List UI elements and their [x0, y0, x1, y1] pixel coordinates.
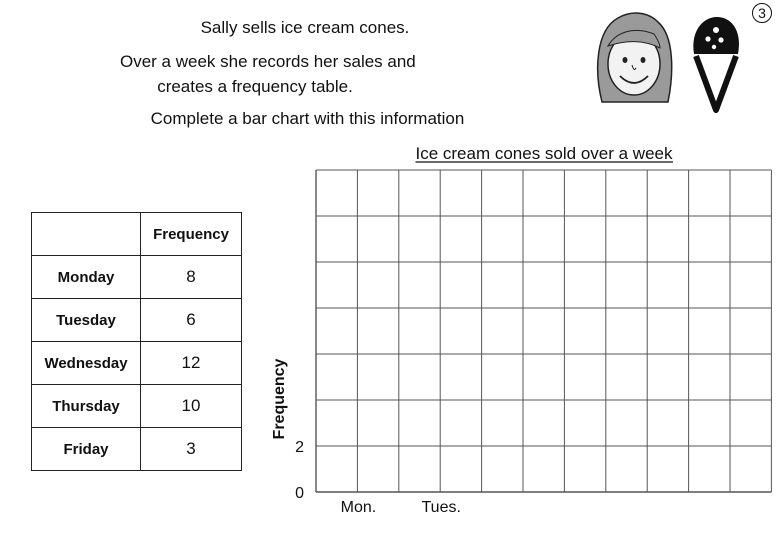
description-text-2: creates a frequency table.	[157, 77, 353, 96]
question-number-badge: 3	[752, 3, 772, 23]
table-header-row	[32, 213, 242, 256]
table-row	[32, 428, 242, 471]
table-cell-frequency: 12	[141, 342, 242, 385]
chart-title: Ice cream cones sold over a week	[415, 144, 673, 163]
y-tick-label: 0	[295, 485, 304, 502]
x-tick-label: Mon.	[340, 499, 377, 516]
table-row	[32, 342, 242, 385]
table-cell-day: Friday	[32, 428, 141, 471]
table-row	[32, 299, 242, 342]
table-cell-day: Wednesday	[32, 342, 141, 385]
ice-cream-cone-icon	[690, 14, 742, 114]
table-header-blank	[32, 213, 141, 256]
table-header-frequency: Frequency	[141, 213, 242, 256]
bar-chart-grid	[250, 138, 780, 518]
description-text-1: Over a week she records her sales and	[120, 52, 416, 71]
table-cell-frequency: 10	[141, 385, 242, 428]
y-tick-label: 2	[295, 439, 304, 456]
table-row	[32, 385, 242, 428]
table-row	[32, 256, 242, 299]
chart-grid	[316, 170, 771, 492]
girl-face-icon	[592, 10, 676, 110]
frequency-table	[31, 212, 242, 471]
intro-text: Sally sells ice cream cones.	[200, 18, 410, 37]
x-tick-labels	[341, 499, 461, 516]
table-cell-day: Monday	[32, 256, 141, 299]
table-cell-frequency: 6	[141, 299, 242, 342]
table-cell-frequency: 3	[141, 428, 242, 471]
table-cell-day: Tuesday	[32, 299, 141, 342]
y-axis-label: Frequency	[271, 358, 288, 440]
table-cell-frequency: 8	[141, 256, 242, 299]
table-cell-day: Thursday	[32, 385, 141, 428]
x-tick-label: Tues.	[421, 499, 461, 516]
instruction-text: Complete a bar chart with this information	[150, 109, 465, 128]
y-tick-labels	[295, 439, 304, 502]
